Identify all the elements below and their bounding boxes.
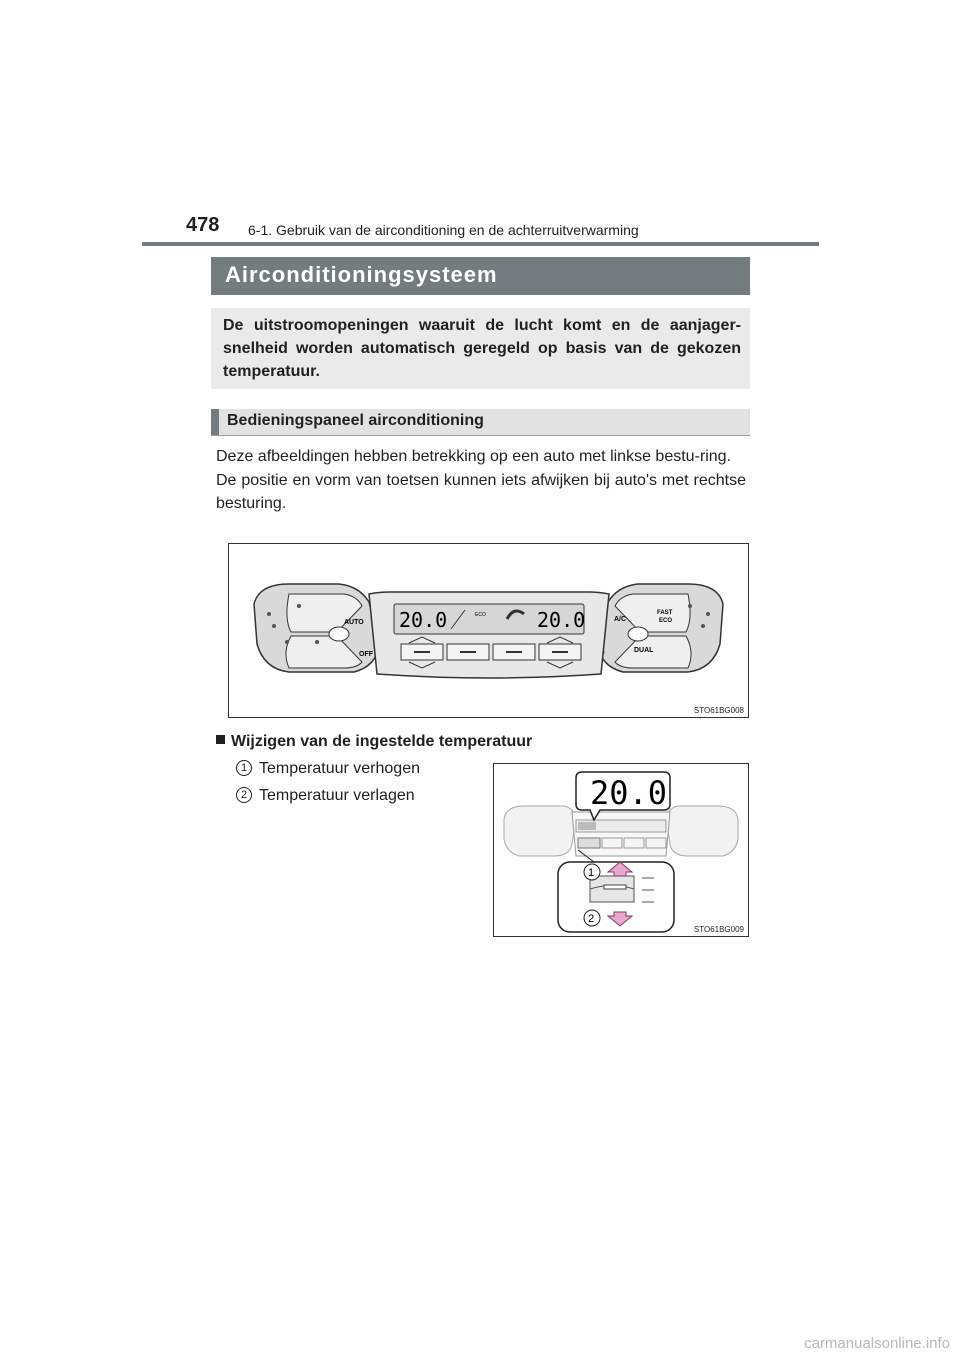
- paragraph-rhd: De positie en vorm van toetsen kunnen iets afwijken bij auto's met rechtse besturing.: [216, 471, 746, 512]
- dual-label: DUAL: [634, 647, 654, 654]
- figure-code-2: STO61BG009: [693, 925, 744, 934]
- left-temp-display: 20.0: [399, 608, 448, 632]
- temperature-figure: [493, 763, 749, 937]
- section-title-bar: [211, 257, 750, 295]
- figure-code: STO61BG008: [693, 706, 744, 715]
- temp-callout-value: 20.0: [590, 774, 668, 812]
- item-increase-temp: Temperatuur verhogen: [259, 760, 420, 777]
- callout-2: 2: [588, 913, 595, 925]
- intro-text: De uitstroomopeningen waaruit de lucht komt en de aanjager-snelheid worden automatisch geregeld op basis van de gekozen temperatuur.: [223, 317, 741, 380]
- subsection-heading: [211, 409, 750, 435]
- off-label: OFF: [359, 651, 373, 658]
- section-title: Airconditioningsysteem: [225, 262, 498, 287]
- temperature-illustration: [494, 764, 748, 936]
- fast-label: FAST: [657, 610, 673, 616]
- paragraph-lhd: Deze afbeeldingen hebben betrekking op een auto met linkse bestu-ring.: [216, 448, 732, 465]
- subsection-title: Bedieningspaneel airconditioning: [227, 412, 484, 429]
- fast-eco-label: ECO: [659, 618, 673, 624]
- item-decrease-temp: Temperatuur verlagen: [259, 787, 415, 804]
- number-1-icon: 1: [236, 760, 252, 776]
- number-2-icon: 2: [236, 787, 252, 803]
- page-number: 478: [186, 214, 220, 236]
- header-rule: [142, 242, 819, 246]
- watermark: carmanualsonline.info: [804, 1335, 950, 1352]
- control-panel-illustration: [229, 544, 748, 717]
- subsection-rule: [211, 435, 750, 436]
- temp-section-heading: [216, 733, 532, 751]
- control-panel-figure: [228, 543, 749, 718]
- body-text: [216, 445, 746, 516]
- right-temp-display: 20.0: [537, 608, 586, 632]
- bullet-square-icon: [216, 735, 225, 744]
- chapter-title: 6-1. Gebruik van de airconditioning en de achterruitverwarming: [248, 222, 639, 238]
- eco-display: ECO: [475, 612, 486, 618]
- callout-1: 1: [588, 867, 595, 879]
- intro-box: [211, 308, 750, 389]
- auto-label: AUTO: [344, 619, 364, 626]
- ac-label: A/C: [614, 616, 627, 623]
- temp-heading-text: Wijzigen van de ingestelde temperatuur: [231, 733, 533, 750]
